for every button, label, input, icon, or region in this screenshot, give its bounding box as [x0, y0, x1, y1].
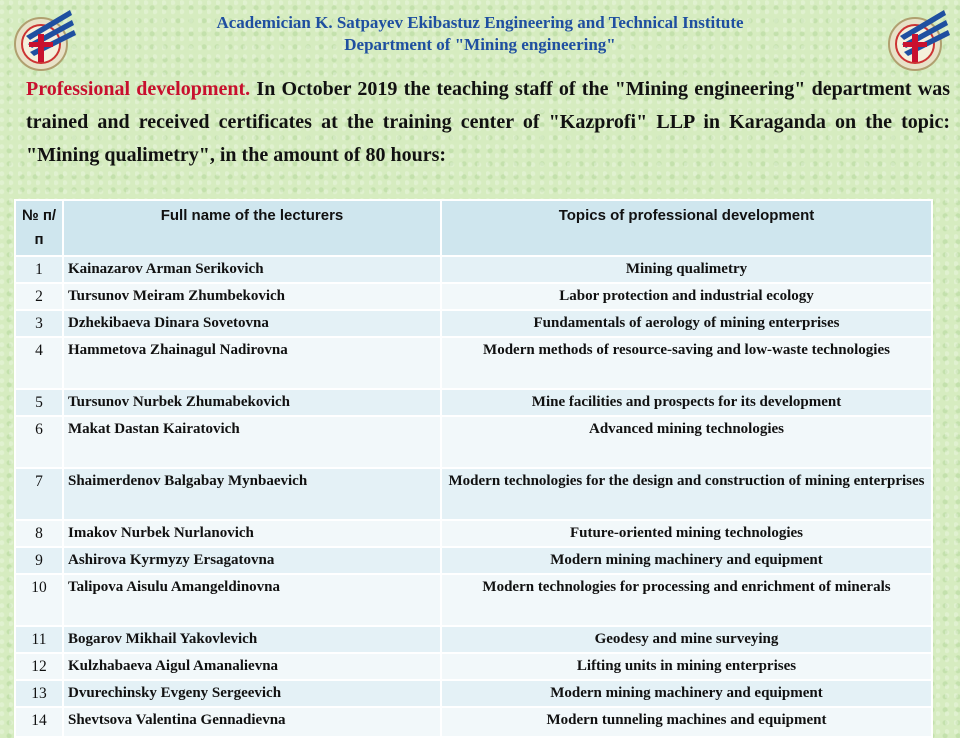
institute-logo [8, 4, 80, 76]
lecturer-name: Bogarov Mikhail Yakovlevich [63, 626, 441, 653]
lecturer-name: Imakov Nurbek Nurlanovich [63, 520, 441, 547]
lecturer-name: Talipova Aisulu Amangeldinovna [63, 574, 441, 626]
row-number: 3 [15, 310, 63, 337]
row-number: 12 [15, 653, 63, 680]
intro-paragraph [26, 73, 950, 172]
development-topic: Modern technologies for the design and construction of mining enterprises [441, 468, 932, 520]
development-topic: Labor protection and industrial ecology [441, 283, 932, 310]
lecturer-name: Kainazarov Arman Serikovich [63, 256, 441, 283]
row-number: 2 [15, 283, 63, 310]
column-header-number: № п/п [15, 200, 63, 256]
row-number: 14 [15, 707, 63, 737]
row-number: 8 [15, 520, 63, 547]
table-row [15, 468, 932, 520]
department-name: Department of "Mining engineering" [344, 35, 616, 54]
lecturer-name: Tursunov Nurbek Zhumabekovich [63, 389, 441, 416]
table-header-row [15, 200, 932, 256]
lecturer-name: Dvurechinsky Evgeny Sergeevich [63, 680, 441, 707]
table-row [15, 653, 932, 680]
lecturer-name: Shaimerdenov Balgabay Mynbaevich [63, 468, 441, 520]
development-topic: Modern mining machinery and equipment [441, 547, 932, 574]
table-row [15, 416, 932, 468]
row-number: 11 [15, 626, 63, 653]
table-row [15, 310, 932, 337]
table-row [15, 283, 932, 310]
development-topic: Geodesy and mine surveying [441, 626, 932, 653]
development-topic: Modern tunneling machines and equipment [441, 707, 932, 737]
table-row [15, 520, 932, 547]
table-row [15, 626, 932, 653]
row-number: 5 [15, 389, 63, 416]
table-row [15, 680, 932, 707]
row-number: 7 [15, 468, 63, 520]
row-number: 9 [15, 547, 63, 574]
lecturer-name: Tursunov Meiram Zhumbekovich [63, 283, 441, 310]
table-row [15, 707, 932, 737]
lecturer-name: Dzhekibaeva Dinara Sovetovna [63, 310, 441, 337]
table-row [15, 547, 932, 574]
institute-logo-right [882, 4, 954, 76]
development-topic: Mine facilities and prospects for its development [441, 389, 932, 416]
development-topic: Mining qualimetry [441, 256, 932, 283]
development-topic: Modern mining machinery and equipment [441, 680, 932, 707]
development-topic: Advanced mining technologies [441, 416, 932, 468]
development-topic: Modern technologies for processing and enrichment of minerals [441, 574, 932, 626]
intro-text: In October 2019 the teaching staff of the "Mining engineering" department was trained and received certificates at the training center of "Kazprofi" LLP in Karaganda on the topic: "Mining qualimetry", in the amount of 80 hours: [26, 78, 951, 166]
intro-lead: Professional development. [26, 78, 251, 100]
row-number: 1 [15, 256, 63, 283]
column-header-name: Full name of the lecturers [63, 200, 441, 256]
institute-header [90, 12, 870, 56]
lecturer-name: Kulzhabaeva Aigul Amanalievna [63, 653, 441, 680]
lecturer-name: Makat Dastan Kairatovich [63, 416, 441, 468]
lecturers-table [14, 199, 933, 738]
row-number: 4 [15, 337, 63, 389]
development-topic: Future-oriented mining technologies [441, 520, 932, 547]
table-row [15, 256, 932, 283]
development-topic: Fundamentals of aerology of mining enterprises [441, 310, 932, 337]
row-number: 6 [15, 416, 63, 468]
lecturer-name: Shevtsova Valentina Gennadievna [63, 707, 441, 737]
lecturer-name: Ashirova Kyrmyzy Ersagatovna [63, 547, 441, 574]
table-body [15, 256, 932, 737]
development-topic: Lifting units in mining enterprises [441, 653, 932, 680]
row-number: 13 [15, 680, 63, 707]
table-row [15, 574, 932, 626]
institute-name: Academician K. Satpayev Ekibastuz Engineering and Technical Institute [216, 13, 744, 32]
column-header-topic: Topics of professional development [441, 200, 932, 256]
lecturer-name: Hammetova Zhainagul Nadirovna [63, 337, 441, 389]
development-topic: Modern methods of resource-saving and low-waste technologies [441, 337, 932, 389]
table-row [15, 337, 932, 389]
row-number: 10 [15, 574, 63, 626]
table-row [15, 389, 932, 416]
